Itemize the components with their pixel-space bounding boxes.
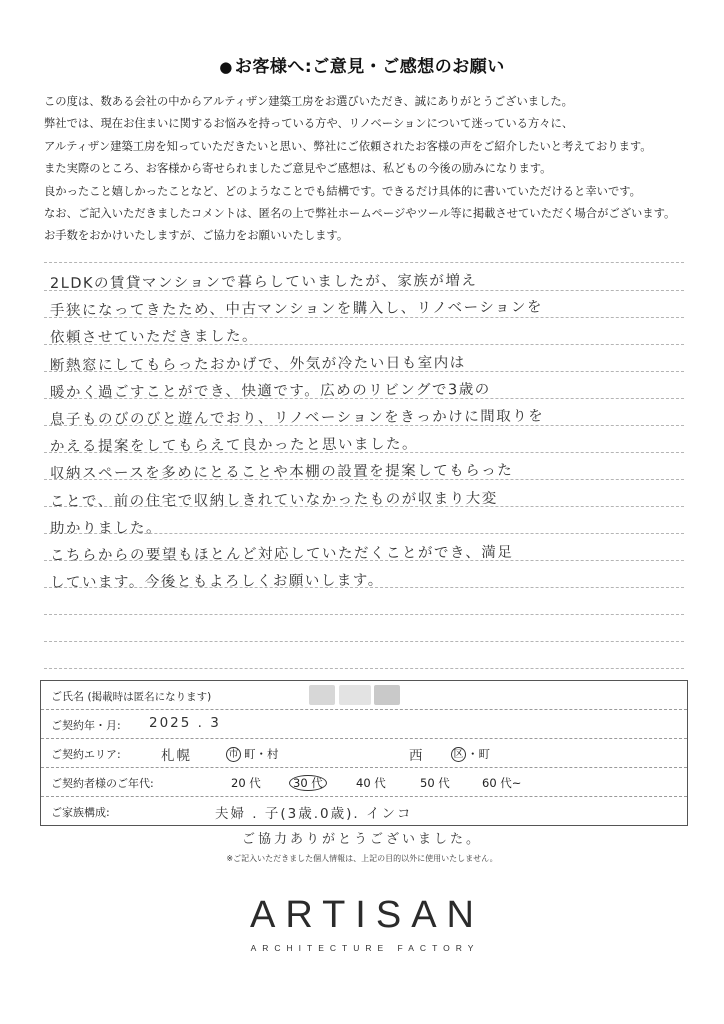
comment-line: 息子ものびのびと遊んでおり、リノベーションをきっかけに間取りを: [49, 408, 545, 429]
rule-line: [44, 668, 684, 669]
logo-wordmark: ARTISAN: [249, 894, 484, 936]
area-city-selected: [226, 746, 241, 762]
name-row: [41, 681, 687, 710]
area-ward-town: ・町: [467, 747, 490, 761]
contract-date-label: ご契約年・月:: [51, 719, 121, 732]
customer-comment: [50, 271, 690, 597]
intro-line: また実際のところ、お客様から寄せられましたご意見やご感想は、私どもの今後の励みになります。: [44, 162, 552, 176]
area-town: 町・村: [244, 747, 279, 761]
intro-text: [44, 91, 694, 248]
thanks-message: ご協力ありがとうございました。: [241, 832, 482, 847]
comment-line: 依頼させていただきました。: [49, 328, 259, 347]
comment-line: かえる提案をしてもらえて良かったと思いました。: [49, 436, 419, 456]
intro-line: 弊社では、現在お住まいに関するお悩みを持っている方や、リノベーションについて迷っている方々に、: [44, 117, 574, 131]
age-option-40: 40 代: [356, 776, 386, 790]
ward-circle-icon: 区: [451, 747, 466, 762]
intro-line: この度は、数ある会社の中からアルティザン建築工房をお選びいただき、誠にありがとうございました。: [44, 95, 573, 108]
comment-line: 収納スペースを多めにとることや本棚の設置を提案してもらった: [49, 463, 514, 483]
intro-line: なお、ご記入いただきましたコメントは、匿名の上で弊社ホームページやツール等に掲載させていただく場合がございます。: [44, 207, 676, 221]
bullet-icon: ●: [219, 58, 233, 76]
rule-line: [44, 614, 684, 615]
area-row: [41, 739, 687, 768]
intro-line: アルティザン建築工房を知っていただきたいと思い、弊社にご依頼されたお客様の声をご紹介したいと考えております。: [44, 139, 652, 153]
redacted-name: [374, 685, 400, 705]
contract-date-value: 2025 . 3: [149, 715, 221, 731]
redacted-name: [339, 685, 371, 705]
company-logo: [0, 893, 724, 953]
comment-line: 暖かく過ごすことができ、快適です。広めのリビングで3歳の: [49, 381, 491, 401]
area-label: ご契約エリア:: [51, 748, 121, 761]
name-note: (掲載時は匿名になります): [87, 691, 212, 703]
family-value: 夫婦 . 子(3歳.0歳). インコ: [215, 806, 413, 822]
age-option-50: 50 代: [420, 776, 450, 790]
redacted-name: [309, 685, 335, 705]
family-label: ご家族構成:: [51, 806, 110, 819]
area-city: 札幌: [161, 748, 192, 764]
comment-line: しています。今後ともよろしくお願いします。: [49, 572, 384, 592]
title-text: お客様へ:ご意見・ご感想のお願い: [234, 57, 505, 77]
age-option-30-selected: 30 代: [289, 775, 327, 791]
rule-line: [44, 262, 684, 263]
comment-line: ことで、前の住宅で収納しきれていなかったものが収まり大変: [49, 490, 498, 510]
comment-line: 断熱窓にしてもらったおかげで、外気が冷たい日も室内は: [49, 354, 466, 374]
area-ward: 西: [409, 748, 425, 764]
rule-line: [44, 641, 684, 642]
logo-tagline: ARCHITECTURE FACTORY: [250, 943, 480, 953]
city-circle-icon: 市: [226, 747, 241, 762]
name-label: ご氏名 (掲載時は匿名になります): [51, 690, 212, 703]
age-option-60: 60 代~: [482, 776, 522, 790]
intro-line: 良かったこと嬉しかったことなど、どのようなことでも結構です。できるだけ具体的に書いていただけると幸いです。: [44, 184, 641, 198]
page-title: [0, 52, 724, 77]
area-ward-selected: [451, 746, 466, 762]
comment-line: 助かりました。: [49, 520, 163, 537]
age-row: [41, 768, 687, 797]
age-option-20: 20 代: [231, 776, 261, 790]
intro-line: お手数をおかけいたしますが、ご協力をお願いいたします。: [44, 229, 349, 243]
contract-date-row: [41, 710, 687, 739]
customer-info-form: [40, 680, 688, 826]
age-label: ご契約者様のご年代:: [51, 777, 154, 790]
comment-line: 手狭になってきたため、中古マンションを購入し、リノベーションを: [49, 299, 544, 320]
privacy-footnote: ※ご記入いただきました個人情報は、上記の目的以外に使用いたしません。: [226, 854, 498, 863]
family-row: [41, 797, 687, 826]
comment-line: こちらからの要望もほとんど対応していただくことができ、満足: [49, 544, 514, 565]
comment-line: 2LDKの賃貸マンションで暮らしていましたが、家族が増え: [49, 273, 478, 292]
